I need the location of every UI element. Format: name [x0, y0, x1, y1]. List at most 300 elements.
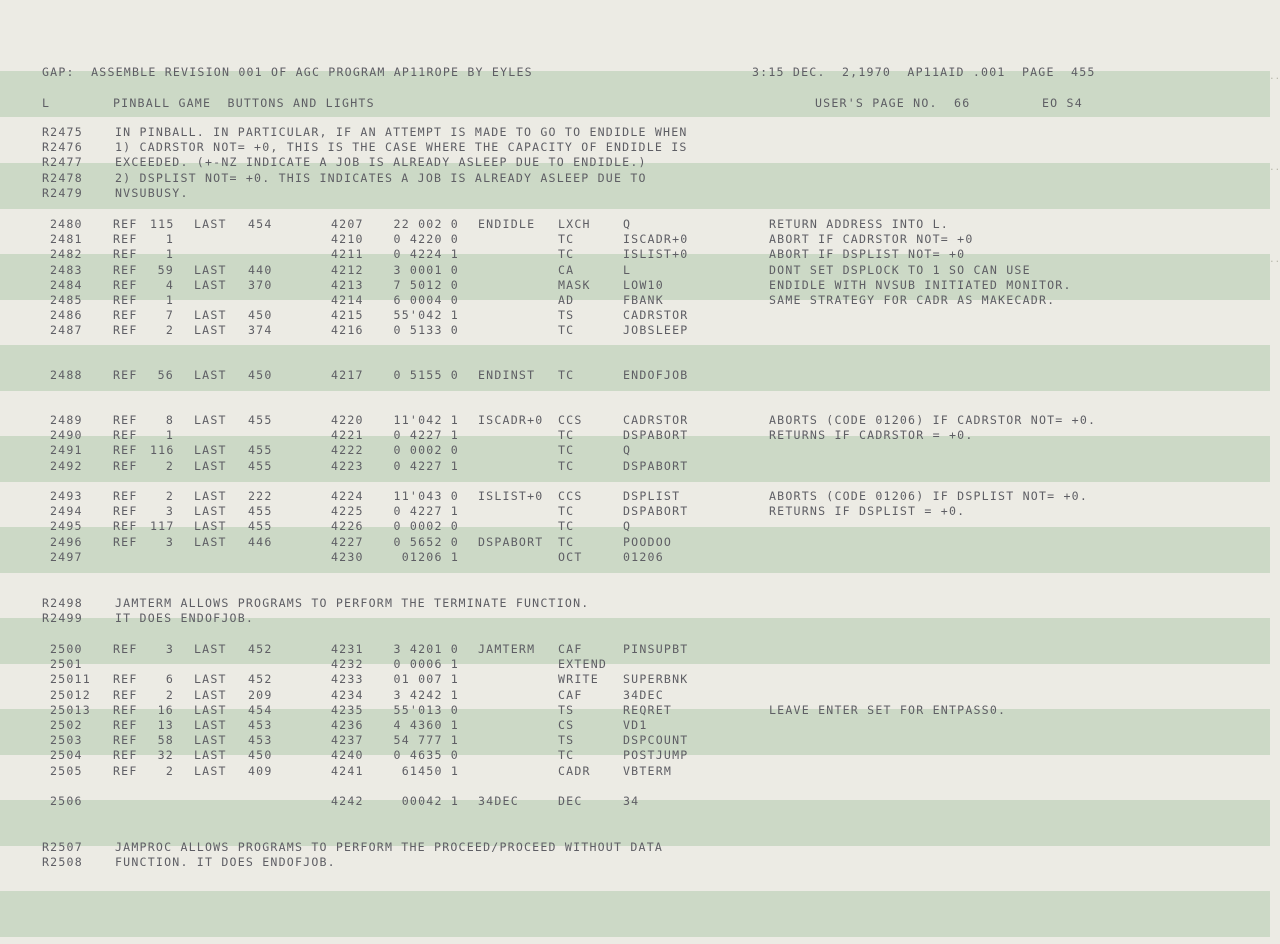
- opcode: CAF: [558, 687, 583, 702]
- remark-number: R2475: [42, 125, 83, 139]
- eo-label: EO S4: [1042, 96, 1083, 110]
- remark-line: [0, 125, 1280, 140]
- opcode: CADR: [558, 763, 591, 778]
- line-number: 2485: [50, 293, 83, 307]
- listing-line: [0, 794, 1280, 809]
- line-number: 2491: [50, 443, 83, 458]
- comment: RETURNS IF DSPLIST = +0.: [769, 504, 966, 519]
- operand: 01206: [623, 549, 664, 564]
- last-keyword: LAST: [194, 262, 227, 277]
- ref-count: 1: [165, 232, 174, 247]
- opcode: TC: [558, 443, 575, 458]
- listing-line: [0, 657, 1280, 672]
- object-code: 61450 1: [401, 763, 459, 778]
- address: 4220: [331, 413, 364, 427]
- edge-mark: ..: [1269, 255, 1280, 265]
- ref-count: 16: [157, 702, 174, 717]
- object-code: 54 777 1: [393, 733, 459, 748]
- last-page: 455: [248, 413, 273, 427]
- object-code: 0 5652 0: [393, 534, 459, 549]
- subheader-title: PINBALL GAME BUTTONS AND LIGHTS: [113, 96, 375, 110]
- opcode: TC: [558, 428, 575, 443]
- listing-line: [0, 733, 1280, 748]
- listing-line: [0, 459, 1280, 474]
- address: 4225: [331, 504, 364, 519]
- remark-text: JAMPROC ALLOWS PROGRAMS TO PERFORM THE PROCEED/PROCEED WITHOUT DATA: [115, 840, 664, 854]
- opcode: CCS: [558, 489, 583, 503]
- opcode: TC: [558, 504, 575, 519]
- object-code: 3 4242 1: [393, 687, 459, 702]
- listing-line: [0, 672, 1280, 687]
- remark-number: R2499: [42, 611, 83, 626]
- address: 4211: [331, 247, 364, 262]
- address: 4221: [331, 428, 364, 443]
- line-number: 2496: [50, 534, 83, 549]
- ref-keyword: REF: [113, 718, 138, 732]
- ref-keyword: REF: [113, 413, 138, 427]
- ref-keyword: REF: [113, 232, 138, 247]
- last-page: 450: [248, 308, 273, 323]
- listing-line: [0, 550, 1280, 565]
- ref-count: 3: [165, 504, 174, 519]
- ref-count: 116: [150, 443, 175, 458]
- listing-line: [0, 642, 1280, 657]
- last-page: 454: [248, 702, 273, 717]
- ref-keyword: REF: [113, 458, 138, 473]
- ref-keyword: REF: [113, 642, 138, 656]
- object-code: 0 4635 0: [393, 748, 459, 763]
- operand: VD1: [623, 718, 648, 732]
- line-number: 2500: [50, 642, 83, 656]
- listing-line: [0, 323, 1280, 338]
- remark-number: R2477: [42, 155, 83, 170]
- operand: Q: [623, 443, 632, 458]
- line-number: 2506: [50, 794, 83, 808]
- remark-text: JAMTERM ALLOWS PROGRAMS TO PERFORM THE TERMINATE FUNCTION.: [115, 596, 590, 610]
- last-page: 209: [248, 687, 273, 702]
- line-number: 2490: [50, 428, 83, 443]
- operand: Q: [623, 217, 632, 231]
- opcode: WRITE: [558, 672, 599, 687]
- opcode: CCS: [558, 413, 583, 427]
- symbol-label: ISLIST+0: [478, 489, 544, 503]
- address: 4224: [331, 489, 364, 503]
- remark-text: NVSUBUSY.: [115, 185, 189, 200]
- listing-line: [0, 718, 1280, 733]
- ref-keyword: REF: [113, 489, 138, 503]
- opcode: CA: [558, 262, 575, 277]
- address: 4234: [331, 687, 364, 702]
- last-page: 455: [248, 504, 273, 519]
- object-code: 0 4227 1: [393, 428, 459, 443]
- ref-keyword: REF: [113, 748, 138, 763]
- opcode: DEC: [558, 794, 583, 808]
- ref-count: 2: [165, 489, 174, 503]
- address: 4223: [331, 458, 364, 473]
- operand: ISLIST+0: [623, 247, 689, 262]
- object-code: 0 5155 0: [393, 368, 459, 382]
- operand: POSTJUMP: [623, 748, 689, 763]
- address: 4217: [331, 368, 364, 382]
- address: 4237: [331, 733, 364, 748]
- ref-keyword: REF: [113, 368, 138, 382]
- remark-line: [0, 155, 1280, 170]
- symbol-label: ENDIDLE: [478, 217, 536, 231]
- line-number: 2495: [50, 519, 83, 534]
- symbol-label: JAMTERM: [478, 642, 536, 656]
- opcode: TC: [558, 232, 575, 247]
- ref-count: 4: [165, 277, 174, 292]
- listing-line: [0, 764, 1280, 779]
- last-keyword: LAST: [194, 733, 227, 748]
- listing-line: [0, 232, 1280, 247]
- listing-line: [0, 703, 1280, 718]
- address: 4226: [331, 519, 364, 534]
- ref-count: 2: [165, 323, 174, 338]
- ref-count: 7: [165, 308, 174, 323]
- line-number: 2505: [50, 763, 83, 778]
- ref-keyword: REF: [113, 763, 138, 778]
- address: 4214: [331, 293, 364, 307]
- last-keyword: LAST: [194, 277, 227, 292]
- operand: 34: [623, 794, 640, 808]
- remark-text: IT DOES ENDOFJOB.: [115, 611, 255, 626]
- object-code: 0 4227 1: [393, 504, 459, 519]
- object-code: 3 0001 0: [393, 262, 459, 277]
- opcode: TS: [558, 308, 575, 323]
- opcode: MASK: [558, 277, 591, 292]
- remark-number: R2508: [42, 855, 83, 870]
- line-number: 2480: [50, 217, 83, 231]
- object-code: 0 0006 1: [393, 657, 459, 672]
- ref-count: 2: [165, 687, 174, 702]
- object-code: 11'042 1: [393, 413, 459, 427]
- last-keyword: LAST: [194, 519, 227, 534]
- comment: ENDIDLE WITH NVSUB INITIATED MONITOR.: [769, 277, 1072, 292]
- ref-count: 1: [165, 293, 174, 307]
- opcode: TC: [558, 519, 575, 534]
- listing-line: [0, 263, 1280, 278]
- ref-count: 117: [150, 519, 175, 534]
- opcode: TS: [558, 733, 575, 748]
- ref-count: 13: [157, 718, 174, 732]
- remark-line: [0, 611, 1280, 626]
- listing-line: [0, 688, 1280, 703]
- ref-keyword: REF: [113, 687, 138, 702]
- remark-number: R2479: [42, 185, 83, 200]
- object-code: 55'042 1: [393, 308, 459, 323]
- last-keyword: LAST: [194, 217, 227, 231]
- listing-line: [0, 413, 1280, 428]
- opcode: AD: [558, 293, 575, 307]
- ref-keyword: REF: [113, 504, 138, 519]
- symbol-label: ENDINST: [478, 368, 536, 382]
- remark-number: R2478: [42, 170, 83, 185]
- last-keyword: LAST: [194, 308, 227, 323]
- line-number: 2487: [50, 323, 83, 338]
- last-keyword: LAST: [194, 413, 227, 427]
- symbol-label: DSPABORT: [478, 534, 544, 549]
- object-code: 6 0004 0: [393, 293, 459, 307]
- ref-count: 2: [165, 763, 174, 778]
- listing-line: [0, 504, 1280, 519]
- operand: Q: [623, 519, 632, 534]
- ref-keyword: REF: [113, 519, 138, 534]
- listing-line: [0, 748, 1280, 763]
- opcode: TS: [558, 702, 575, 717]
- object-code: 55'013 0: [393, 702, 459, 717]
- opcode: CAF: [558, 642, 583, 656]
- comment: ABORT IF CADRSTOR NOT= +0: [769, 232, 974, 247]
- listing-line: [0, 293, 1280, 308]
- ref-count: 1: [165, 428, 174, 443]
- opcode: LXCH: [558, 217, 591, 231]
- operand: FBANK: [623, 293, 664, 307]
- address: 4212: [331, 262, 364, 277]
- opcode: EXTEND: [558, 657, 608, 672]
- address: 4241: [331, 763, 364, 778]
- operand: LOW10: [623, 277, 664, 292]
- opcode: TC: [558, 458, 575, 473]
- ref-count: 56: [157, 368, 174, 382]
- remark-line: [0, 140, 1280, 155]
- listing-line: [0, 428, 1280, 443]
- last-page: 450: [248, 748, 273, 763]
- comment: LEAVE ENTER SET FOR ENTPASS0.: [769, 702, 1007, 717]
- header-date-page: 3:15 DEC. 2,1970 AP11AID .001 PAGE 455: [752, 65, 1096, 79]
- ref-count: 115: [150, 217, 175, 231]
- operand: SUPERBNK: [623, 672, 689, 687]
- remark-text: 2) DSPLIST NOT= +0. THIS INDICATES A JOB IS ALREADY ASLEEP DUE TO: [115, 170, 647, 185]
- opcode: TC: [558, 323, 575, 338]
- line-number: 2497: [50, 549, 83, 564]
- ref-count: 59: [157, 262, 174, 277]
- remark-number: R2507: [42, 840, 83, 854]
- operand: ENDOFJOB: [623, 368, 689, 382]
- ref-keyword: REF: [113, 262, 138, 277]
- ref-count: 2: [165, 458, 174, 473]
- object-code: 22 002 0: [393, 217, 459, 231]
- last-page: 409: [248, 763, 273, 778]
- symbol-label: ISCADR+0: [478, 413, 544, 427]
- line-number: 2504: [50, 748, 83, 763]
- line-number: 2484: [50, 277, 83, 292]
- last-page: 454: [248, 217, 273, 231]
- address: 4235: [331, 702, 364, 717]
- object-code: 0 4227 1: [393, 458, 459, 473]
- object-code: 3 4201 0: [393, 642, 459, 656]
- line-number: 2502: [50, 718, 83, 732]
- listing-line: [0, 368, 1280, 383]
- last-keyword: LAST: [194, 323, 227, 338]
- operand: CADRSTOR: [623, 413, 689, 427]
- listing-line: [0, 519, 1280, 534]
- remark-text: 1) CADRSTOR NOT= +0, THIS IS THE CASE WHERE THE CAPACITY OF ENDIDLE IS: [115, 140, 688, 155]
- last-page: 440: [248, 262, 273, 277]
- header-program: GAP: ASSEMBLE REVISION 001 OF AGC PROGRAM AP11ROPE BY EYLES: [42, 65, 533, 79]
- operand: DSPCOUNT: [623, 733, 689, 748]
- symbol-label: 34DEC: [478, 794, 519, 808]
- listing-line: [0, 535, 1280, 550]
- remark-line: [0, 596, 1280, 611]
- remark-line: [0, 171, 1280, 186]
- object-code: 01206 1: [401, 549, 459, 564]
- address: 4232: [331, 657, 364, 672]
- ref-keyword: REF: [113, 247, 138, 262]
- ref-keyword: REF: [113, 443, 138, 458]
- line-number: 2493: [50, 489, 83, 503]
- line-number: 2483: [50, 262, 83, 277]
- last-keyword: LAST: [194, 718, 227, 732]
- line-number: 2494: [50, 504, 83, 519]
- address: 4231: [331, 642, 364, 656]
- last-page: 452: [248, 672, 273, 687]
- comment: SAME STRATEGY FOR CADR AS MAKECADR.: [769, 293, 1056, 307]
- paper-band: [0, 891, 1270, 937]
- object-code: 0 5133 0: [393, 323, 459, 338]
- address: 4216: [331, 323, 364, 338]
- comment: ABORT IF DSPLIST NOT= +0: [769, 247, 966, 262]
- last-page: 446: [248, 534, 273, 549]
- listing-line: [0, 278, 1280, 293]
- operand: REQRET: [623, 702, 673, 717]
- ref-keyword: REF: [113, 534, 138, 549]
- line-number: 2501: [50, 657, 83, 672]
- line-number: 25011: [50, 672, 91, 687]
- comment: RETURN ADDRESS INTO L.: [769, 217, 949, 231]
- address: 4227: [331, 534, 364, 549]
- operand: 34DEC: [623, 687, 664, 702]
- line-number: 2481: [50, 232, 83, 247]
- ref-count: 58: [157, 733, 174, 748]
- ref-keyword: REF: [113, 308, 138, 323]
- address: 4230: [331, 549, 364, 564]
- ref-keyword: REF: [113, 293, 138, 307]
- address: 4236: [331, 718, 364, 732]
- operand: JOBSLEEP: [623, 323, 689, 338]
- address: 4210: [331, 232, 364, 247]
- operand: DSPLIST: [623, 489, 681, 503]
- remark-line: [0, 840, 1280, 855]
- listing-line: [0, 489, 1280, 504]
- last-page: 452: [248, 642, 273, 656]
- last-page: 453: [248, 733, 273, 748]
- ref-keyword: REF: [113, 733, 138, 748]
- last-keyword: LAST: [194, 443, 227, 458]
- remark-text: EXCEEDED. (+-NZ INDICATE A JOB IS ALREADY ASLEEP DUE TO ENDIDLE.): [115, 155, 647, 170]
- operand: DSPABORT: [623, 428, 689, 443]
- ref-keyword: REF: [113, 672, 138, 687]
- line-number: 2486: [50, 308, 83, 323]
- listing-line: [0, 443, 1280, 458]
- last-page: 222: [248, 489, 273, 503]
- ref-keyword: REF: [113, 702, 138, 717]
- ref-count: 3: [165, 642, 174, 656]
- line-number: 2503: [50, 733, 83, 748]
- subheader-letter: L: [42, 96, 51, 110]
- last-page: 453: [248, 718, 273, 732]
- line-number: 2482: [50, 247, 83, 262]
- operand: DSPABORT: [623, 458, 689, 473]
- last-keyword: LAST: [194, 368, 227, 382]
- last-page: 455: [248, 519, 273, 534]
- opcode: TC: [558, 247, 575, 262]
- last-keyword: LAST: [194, 642, 227, 656]
- ref-count: 1: [165, 247, 174, 262]
- comment: RETURNS IF CADRSTOR = +0.: [769, 428, 974, 443]
- comment: ABORTS (CODE 01206) IF DSPLIST NOT= +0.: [769, 489, 1089, 503]
- opcode: TC: [558, 748, 575, 763]
- address: 4213: [331, 277, 364, 292]
- page-subheader: [0, 96, 1280, 111]
- last-page: 450: [248, 368, 273, 382]
- last-keyword: LAST: [194, 672, 227, 687]
- address: 4207: [331, 217, 364, 231]
- last-keyword: LAST: [194, 534, 227, 549]
- listing-line: [0, 247, 1280, 262]
- listing-line: [0, 308, 1280, 323]
- last-keyword: LAST: [194, 489, 227, 503]
- operand: VBTERM: [623, 763, 673, 778]
- object-code: 7 5012 0: [393, 277, 459, 292]
- edge-mark: ..: [1269, 72, 1280, 82]
- opcode: TC: [558, 368, 575, 382]
- address: 4240: [331, 748, 364, 763]
- ref-keyword: REF: [113, 217, 138, 231]
- opcode: TC: [558, 534, 575, 549]
- operand: DSPABORT: [623, 504, 689, 519]
- operand: CADRSTOR: [623, 308, 689, 323]
- remark-text: IN PINBALL. IN PARTICULAR, IF AN ATTEMPT IS MADE TO GO TO ENDIDLE WHEN: [115, 125, 688, 139]
- object-code: 0 0002 0: [393, 519, 459, 534]
- remark-line: [0, 855, 1280, 870]
- line-number: 2489: [50, 413, 83, 427]
- opcode: CS: [558, 718, 575, 732]
- address: 4233: [331, 672, 364, 687]
- last-keyword: LAST: [194, 458, 227, 473]
- page-header: [0, 65, 1280, 80]
- line-number: 2492: [50, 458, 83, 473]
- opcode: OCT: [558, 549, 583, 564]
- operand: L: [623, 262, 632, 277]
- operand: PINSUPBT: [623, 642, 689, 656]
- last-page: 374: [248, 323, 273, 338]
- object-code: 4 4360 1: [393, 718, 459, 732]
- last-keyword: LAST: [194, 748, 227, 763]
- remark-text: FUNCTION. IT DOES ENDOFJOB.: [115, 855, 336, 870]
- address: 4215: [331, 308, 364, 323]
- comment: DONT SET DSPLOCK TO 1 SO CAN USE: [769, 262, 1031, 277]
- object-code: 0 0002 0: [393, 443, 459, 458]
- line-number: 2488: [50, 368, 83, 382]
- ref-count: 3: [165, 534, 174, 549]
- remark-number: R2476: [42, 140, 83, 155]
- edge-mark: ..: [1269, 163, 1280, 173]
- ref-count: 6: [165, 672, 174, 687]
- last-keyword: LAST: [194, 702, 227, 717]
- listing-line: [0, 217, 1280, 232]
- operand: ISCADR+0: [623, 232, 689, 247]
- object-code: 11'043 0: [393, 489, 459, 503]
- last-keyword: LAST: [194, 504, 227, 519]
- user-page-number: USER'S PAGE NO. 66: [815, 96, 971, 110]
- last-page: 455: [248, 458, 273, 473]
- last-page: 455: [248, 443, 273, 458]
- object-code: 0 4220 0: [393, 232, 459, 247]
- line-number: 25013: [50, 702, 91, 717]
- ref-keyword: REF: [113, 323, 138, 338]
- address: 4242: [331, 794, 364, 808]
